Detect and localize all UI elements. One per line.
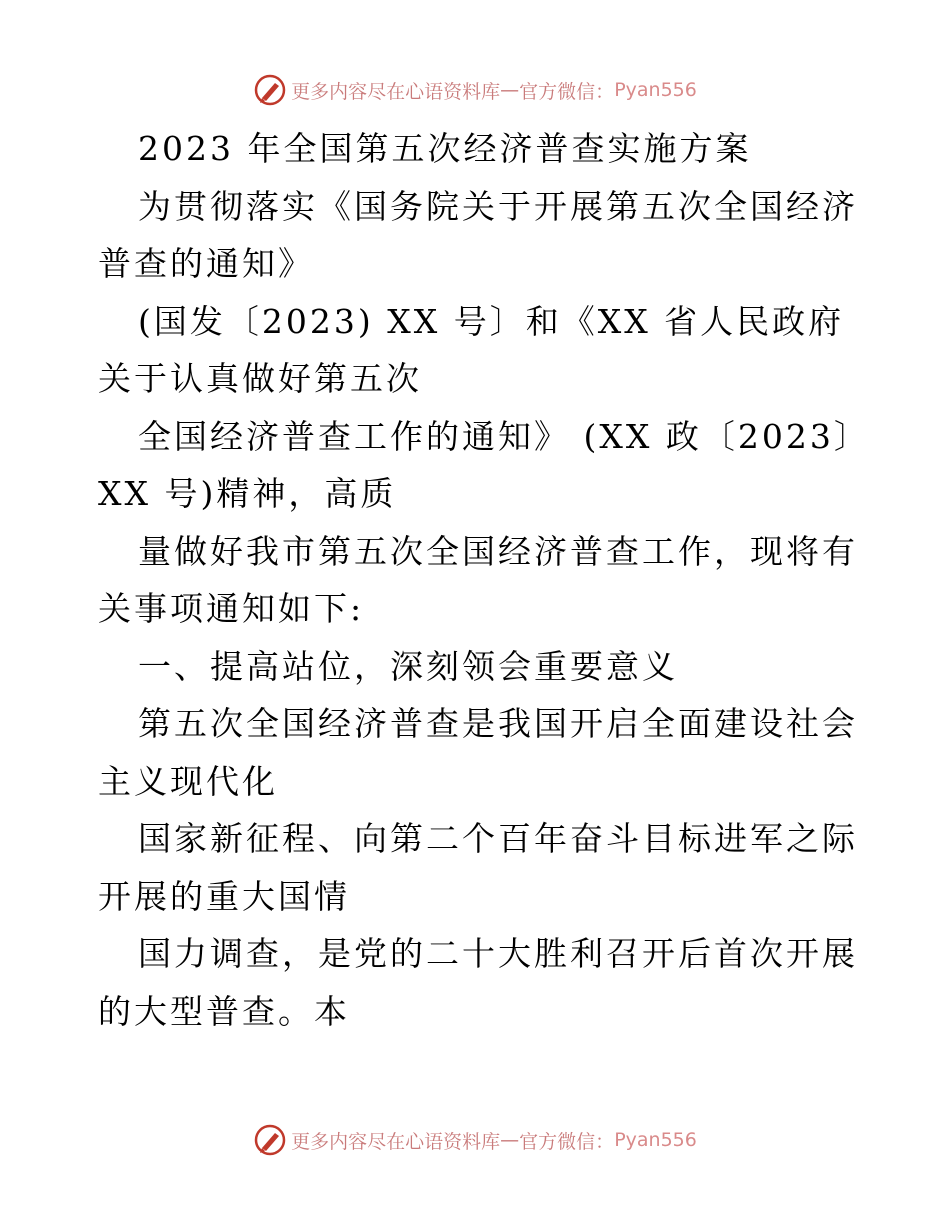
watermark-bottom [0, 1120, 950, 1160]
watermark-dash: — [500, 79, 520, 101]
paragraph-line: 第五次全国经济普查是我国开启全面建设社会主义现代化 [98, 704, 858, 801]
pen-logo-icon [253, 73, 287, 107]
watermark-id: Pyan556 [614, 1129, 697, 1151]
pen-logo-icon [253, 1123, 287, 1157]
watermark-id: Pyan556 [614, 79, 697, 101]
paragraph-line: (国发〔2023) XX 号〕和《XX 省人民政府关于认真做好第五次 [98, 301, 845, 398]
paragraph-line: 量做好我市第五次全国经济普查工作，现将有关事项通知如下: [98, 531, 858, 628]
document-title: 2023 年全国第五次经济普查实施方案 [138, 129, 752, 168]
watermark-text: 更多内容尽在心语资料库 [291, 1130, 501, 1153]
watermark-top [0, 70, 950, 110]
paragraph-line: 国家新征程、向第二个百年奋斗目标进军之际开展的重大国情 [98, 819, 858, 916]
paragraph-line: 为贯彻落实《国务院关于开展第五次全国经济普查的通知》 [98, 186, 858, 283]
watermark-text: 更多内容尽在心语资料库 [291, 80, 501, 103]
section-heading: 一、提高站位，深刻领会重要意义 [138, 646, 678, 686]
watermark-dash: — [500, 1129, 520, 1151]
document-body [98, 120, 870, 1040]
watermark-label: 官方微信： [519, 1130, 615, 1153]
watermark-label: 官方微信： [519, 80, 615, 103]
paragraph-line: 全国经济普查工作的通知》 (XX 政〔2023〕XX 号)精神，高质 [98, 416, 870, 513]
paragraph-line: 国力调查，是党的二十大胜利召开后首次开展的大型普查。本 [98, 934, 858, 1031]
